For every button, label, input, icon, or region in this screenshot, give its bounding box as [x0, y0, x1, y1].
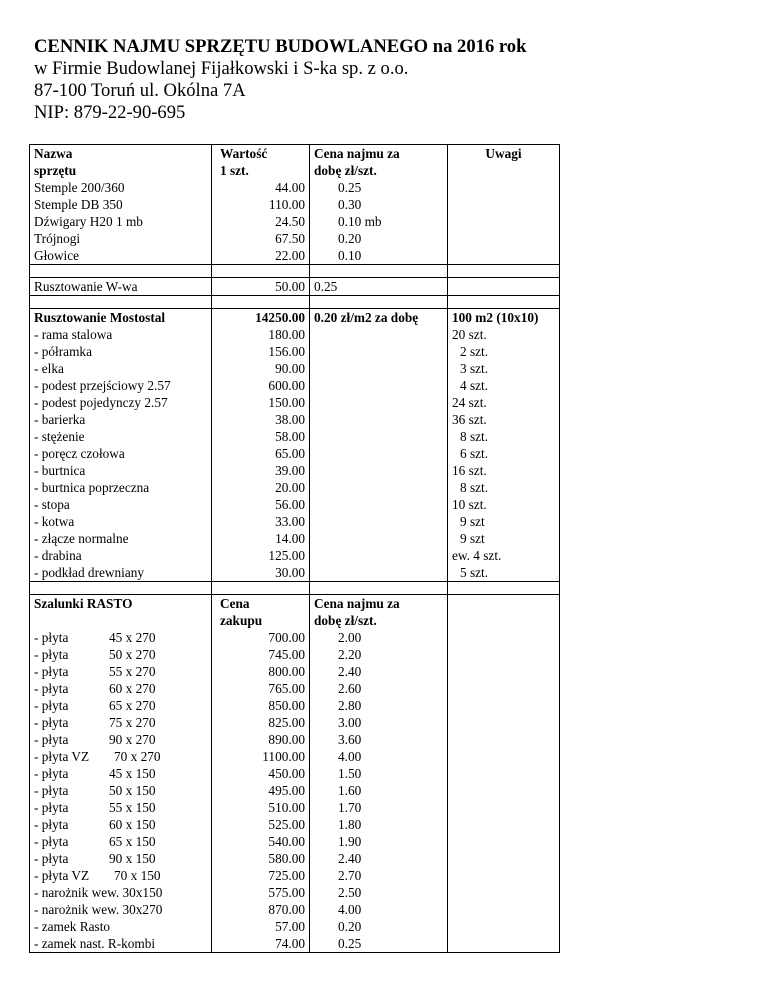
item-name: - elka	[34, 361, 64, 376]
item-value: 510.00	[268, 800, 305, 815]
item-quantity: 8 szt.	[460, 429, 489, 444]
item-rate: 0.10 mb	[338, 214, 382, 229]
item-name: Trójnogi	[34, 231, 81, 246]
item-value: 110.00	[268, 197, 305, 212]
section-total-value: 14250.00	[255, 310, 305, 325]
item-name: - podest przejściowy 2.57	[34, 378, 171, 393]
item-name: - rama stalowa	[34, 327, 113, 342]
item-value: 540.00	[268, 834, 305, 849]
item-name: - płyta 75 x 270	[34, 715, 156, 730]
item-rate: 0.25	[310, 278, 448, 296]
item-rate: 0.30	[338, 197, 362, 212]
item-value: 156.00	[268, 344, 305, 359]
item-value: 600.00	[268, 378, 305, 393]
item-rate: 1.80	[338, 817, 362, 832]
item-name: Stemple 200/360	[34, 180, 125, 195]
item-name: - płyta 60 x 150	[34, 817, 156, 832]
col-header-rate: Cena najmu za	[314, 596, 400, 611]
item-quantity: 20 szt.	[452, 327, 487, 342]
item-value: 33.00	[275, 514, 305, 529]
document-title: CENNIK NAJMU SPRZĘTU BUDOWLANEGO na 2016 rok	[34, 36, 527, 57]
item-value: 39.00	[275, 463, 305, 478]
item-name: - narożnik wew. 30x150	[34, 885, 163, 900]
item-name: - złącze normalne	[34, 531, 129, 546]
item-rate: 0.25	[338, 936, 362, 951]
item-quantity: ew. 4 szt.	[452, 548, 502, 563]
col-header-name: sprzętu	[34, 163, 77, 178]
col-header-rate: dobę zł/szt.	[314, 613, 377, 628]
item-rate: 2.70	[338, 868, 362, 883]
section3-names	[30, 309, 212, 582]
item-name: - płyta 90 x 150	[34, 851, 156, 866]
section3-rates	[310, 309, 448, 582]
item-rate: 1.60	[338, 783, 362, 798]
item-value: 580.00	[268, 851, 305, 866]
item-value: 825.00	[268, 715, 305, 730]
item-value: 67.50	[275, 231, 305, 246]
section4-rates	[310, 595, 448, 953]
section-rate: 0.20 zł/m2 za dobę	[314, 310, 419, 325]
item-name: - stopa	[34, 497, 70, 512]
item-value: 65.00	[275, 446, 305, 461]
item-value: 57.00	[275, 919, 305, 934]
section4-values	[212, 595, 310, 953]
section4-names	[30, 595, 212, 953]
item-value: 765.00	[268, 681, 305, 696]
item-value: 125.00	[268, 548, 305, 563]
item-value: 24.50	[275, 214, 305, 229]
item-value: 850.00	[268, 698, 305, 713]
item-rate: 4.00	[338, 749, 362, 764]
item-value: 58.00	[275, 429, 305, 444]
item-rate: 2.50	[338, 885, 362, 900]
item-quantity: 3 szt.	[460, 361, 489, 376]
item-value: 56.00	[275, 497, 305, 512]
item-name: - płyta 50 x 270	[34, 647, 156, 662]
item-value: 700.00	[268, 630, 305, 645]
item-name: - płyta 65 x 270	[34, 698, 156, 713]
company-name: w Firmie Budowlanej Fijałkowski i S-ka sp. z o.o.	[34, 58, 409, 79]
item-value: 745.00	[268, 647, 305, 662]
item-quantity: 36 szt.	[452, 412, 487, 427]
item-value: 725.00	[268, 868, 305, 883]
spacer-row	[30, 265, 560, 278]
item-value: 74.00	[275, 936, 305, 951]
col-header-value: 1 szt.	[220, 163, 249, 178]
item-value: 30.00	[275, 565, 305, 580]
item-name: - podest pojedynczy 2.57	[34, 395, 168, 410]
item-quantity: 8 szt.	[460, 480, 489, 495]
item-name: - płyta 45 x 270	[34, 630, 156, 645]
item-value: 495.00	[268, 783, 305, 798]
item-rate: 0.20	[338, 231, 362, 246]
item-quantity: 6 szt.	[460, 446, 489, 461]
price-list-table	[29, 144, 560, 953]
item-rate: 3.00	[338, 715, 362, 730]
company-nip: NIP: 879-22-90-695	[34, 102, 186, 123]
section-title: Szalunki RASTO	[34, 596, 133, 611]
item-quantity: 16 szt.	[452, 463, 487, 478]
section1-row	[30, 145, 560, 265]
item-rate: 2.40	[338, 851, 362, 866]
item-value: 525.00	[268, 817, 305, 832]
item-name: - płyta 90 x 270	[34, 732, 156, 747]
item-value: 44.00	[275, 180, 305, 195]
col-header-value: Wartość	[220, 146, 268, 161]
item-rate: 1.50	[338, 766, 362, 781]
item-quantity: 9 szt	[460, 531, 485, 546]
item-rate: 2.40	[338, 664, 362, 679]
spacer-row	[30, 582, 560, 595]
section1-names	[30, 145, 212, 265]
item-name: - narożnik wew. 30x270	[34, 902, 163, 917]
section1-values	[212, 145, 310, 265]
item-quantity: 2 szt.	[460, 344, 489, 359]
document-header	[34, 36, 526, 124]
section-title: Rusztowanie Mostostal	[34, 310, 166, 325]
section1-notes	[448, 145, 560, 265]
item-value: 50.00	[212, 278, 310, 296]
item-rate: 1.90	[338, 834, 362, 849]
item-value: 38.00	[275, 412, 305, 427]
item-name: - płyta 45 x 150	[34, 766, 156, 781]
item-name: - kotwa	[34, 514, 75, 529]
section3-notes	[448, 309, 560, 582]
item-value: 450.00	[268, 766, 305, 781]
item-value: 14.00	[275, 531, 305, 546]
section4-row	[30, 595, 560, 953]
item-name: - płyta 50 x 150	[34, 783, 156, 798]
section3-row	[30, 309, 560, 582]
item-quantity: 9 szt	[460, 514, 485, 529]
item-name: - poręcz czołowa	[34, 446, 125, 461]
item-value: 575.00	[268, 885, 305, 900]
item-name: Głowice	[34, 248, 80, 263]
item-rate: 2.00	[338, 630, 362, 645]
item-rate: 3.60	[338, 732, 362, 747]
item-quantity: 4 szt.	[460, 378, 489, 393]
item-name: - płyta VZ 70 x 270	[34, 749, 161, 764]
item-name: - zamek nast. R-kombi	[34, 936, 156, 951]
col-header-notes: Uwagi	[485, 146, 522, 161]
item-rate: 2.20	[338, 647, 362, 662]
item-name: - drabina	[34, 548, 82, 563]
item-name: - burtnica poprzeczna	[34, 480, 150, 495]
item-rate: 0.20	[338, 919, 362, 934]
col-header-rate: Cena najmu za	[314, 146, 400, 161]
item-name: Rusztowanie W-wa	[30, 278, 212, 296]
item-name: - podkład drewniany	[34, 565, 145, 580]
item-name: - płyta 65 x 150	[34, 834, 156, 849]
section1-rates	[310, 145, 448, 265]
item-name: Stemple DB 350	[34, 197, 123, 212]
item-rate: 1.70	[338, 800, 362, 815]
item-name: - półramka	[34, 344, 92, 359]
section2-row	[30, 278, 560, 296]
item-rate: 0.10	[338, 248, 362, 263]
item-value: 22.00	[275, 248, 305, 263]
company-address: 87-100 Toruń ul. Okólna 7A	[34, 80, 246, 101]
section3-values	[212, 309, 310, 582]
col-header-value: Cena	[220, 596, 250, 611]
item-value: 870.00	[268, 902, 305, 917]
item-name: - barierka	[34, 412, 86, 427]
item-value: 1100.00	[262, 749, 305, 764]
item-rate: 0.25	[338, 180, 362, 195]
item-name: - płyta 55 x 150	[34, 800, 156, 815]
item-name: - płyta 55 x 270	[34, 664, 156, 679]
item-value: 20.00	[275, 480, 305, 495]
item-value: 890.00	[268, 732, 305, 747]
item-value: 800.00	[268, 664, 305, 679]
item-rate: 2.60	[338, 681, 362, 696]
item-name: - stężenie	[34, 429, 85, 444]
col-header-value: zakupu	[220, 613, 263, 628]
item-quantity: 10 szt.	[452, 497, 487, 512]
item-name: - burtnica	[34, 463, 86, 478]
item-value: 150.00	[268, 395, 305, 410]
item-name: Dźwigary H20 1 mb	[34, 214, 143, 229]
col-header-rate: dobę zł/szt.	[314, 163, 377, 178]
item-value: 180.00	[268, 327, 305, 342]
item-rate: 4.00	[338, 902, 362, 917]
item-rate: 2.80	[338, 698, 362, 713]
item-quantity: 24 szt.	[452, 395, 487, 410]
item-name: - zamek Rasto	[34, 919, 111, 934]
item-name: - płyta 60 x 270	[34, 681, 156, 696]
section-note: 100 m2 (10x10)	[452, 310, 539, 325]
item-value: 90.00	[275, 361, 305, 376]
col-header-name: Nazwa	[34, 146, 73, 161]
spacer-row	[30, 296, 560, 309]
item-quantity: 5 szt.	[460, 565, 489, 580]
item-name: - płyta VZ 70 x 150	[34, 868, 161, 883]
